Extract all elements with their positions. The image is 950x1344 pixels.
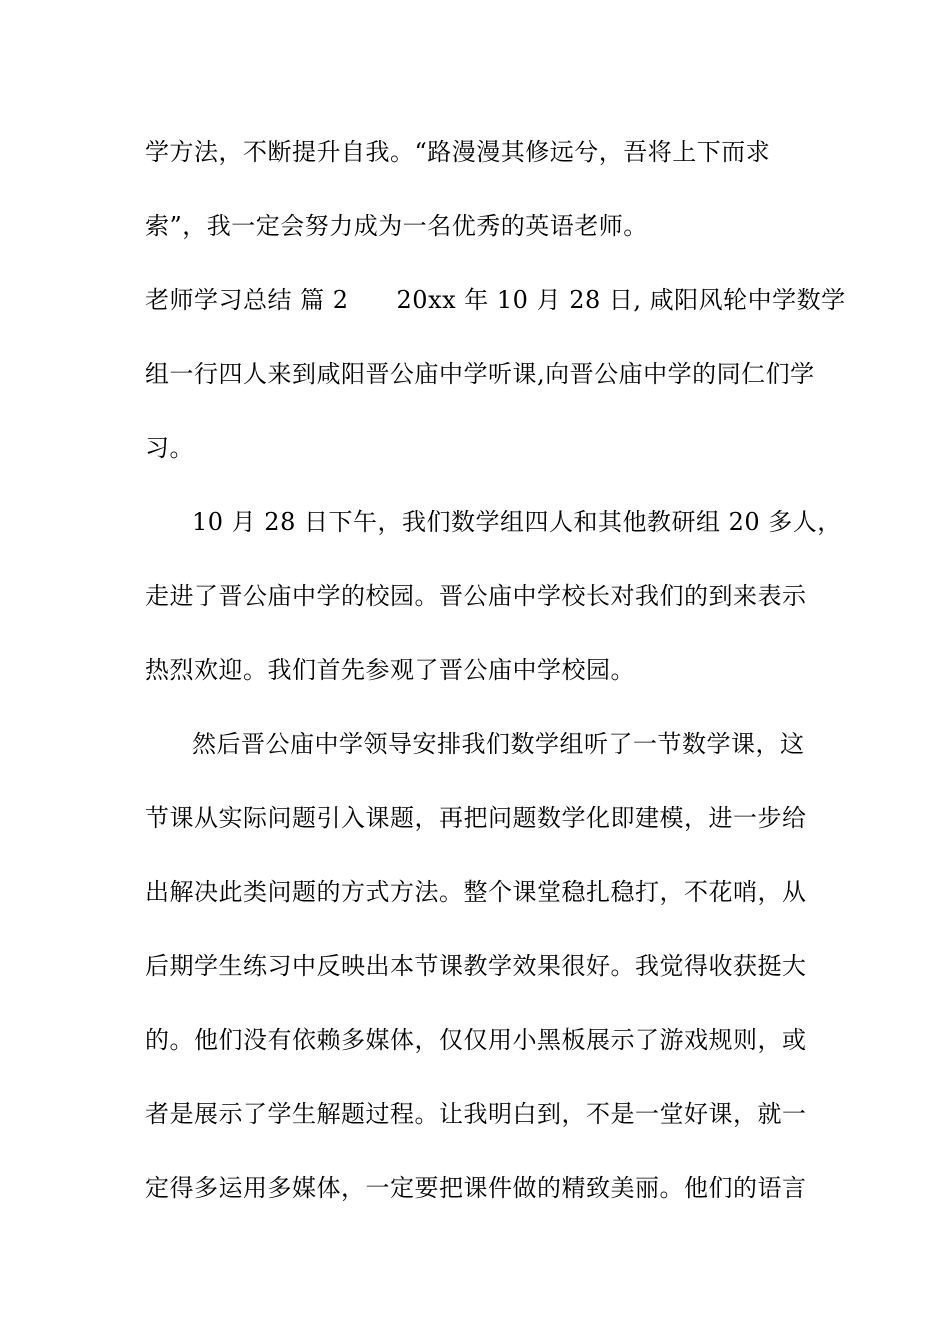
paragraph-line: 组一行四人来到咸阳晋公庙中学听课,向晋公庙中学的同仁们学	[145, 360, 815, 388]
paragraph-line: 定得多运用多媒体，一定要把课件做的精致美丽。他们的语言	[145, 1174, 807, 1202]
paragraph-line: 的。他们没有依赖多媒体，仅仅用小黑板展示了游戏规则，或	[145, 1026, 807, 1054]
paragraph-line: 然后晋公庙中学领导安排我们数学组听了一节数学课，这	[192, 730, 805, 758]
paragraph-line: 热烈欢迎。我们首先参观了晋公庙中学校园。	[145, 656, 635, 684]
paragraph-line: 节课从实际问题引入课题，再把问题数学化即建模，进一步给	[145, 804, 807, 832]
paragraph-line: 后期学生练习中反映出本节课教学效果很好。我觉得收获挺大	[145, 952, 807, 980]
paragraph-line: 习。	[145, 434, 194, 462]
paragraph-line: 出解决此类问题的方式方法。整个课堂稳扎稳打，不花哨，从	[145, 878, 807, 906]
paragraph-line: 10 月 28 日下午，我们数学组四人和其他教研组 20 多人，	[192, 508, 842, 536]
paragraph-line: 学方法，不断提升自我。“路漫漫其修远兮，吾将上下而求	[145, 138, 771, 166]
paragraph-line: 者是展示了学生解题过程。让我明白到，不是一堂好课，就一	[145, 1100, 807, 1128]
section-heading-line	[145, 285, 846, 315]
paragraph-line: 走进了晋公庙中学的校园。晋公庙中学校长对我们的到来表示	[145, 582, 807, 610]
paragraph-line: 索”，我一定会努力成为一名优秀的英语老师。	[145, 212, 648, 240]
section-heading: 老师学习总结 篇 2	[145, 286, 349, 314]
paragraph-text: 20xx 年 10 月 28 日, 咸阳风轮中学数学	[396, 286, 846, 314]
